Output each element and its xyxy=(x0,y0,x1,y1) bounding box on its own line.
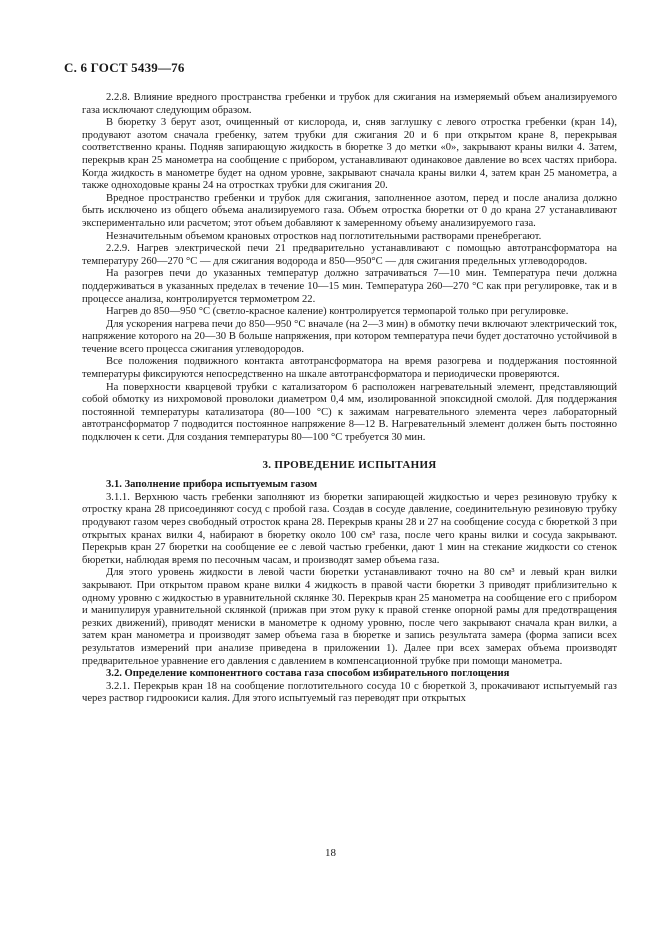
paragraph: Нагрев до 850—950 °С (светло-красное каление) контролируется термопарой только при регулировке. xyxy=(106,306,569,318)
paragraph: 3.1.1. Верхнюю часть гребенки заполняют из бюретки запирающей жидкостью и через резиновую трубку к отростку крана 28 присоединяют сосуд с пробой газа. Создав в сосуде давление, соединительную резиновую трубку продувают газом через свободный отросток крана 28. Перекрыв краны 28 и 27 на сообщение сосуда с бюреткой 3 при открытых кранах вилки 4, набирают в бюретку около 100 см³ газа, после чего краны вилки и сосуда закрывают. Перекрыв кран 27 бюретки на сообщение ее с левой частью гребенки, дают 1 мин на стекание жидкости со стенок бюретки, наблюдая время по песочным часам, и производят замер объема газа. xyxy=(82,491,617,566)
paragraph: Вредное пространство гребенки и трубок для сжигания, заполненное азотом, перед и после анализа должно быть исключено из общего объема анализируемого газа. Объем отростка бюретки от 0 до крана 27 устанавливают экспериментально или расчетом; этот объем добавляют к замеренному объему анализируемого газа. xyxy=(82,192,617,229)
subsection-title: 3.2. Определение компонентного состава газа способом избирательного поглощения xyxy=(106,668,510,680)
section-title: 3. ПРОВЕДЕНИЕ ИСПЫТАНИЯ xyxy=(262,458,437,471)
subsection-title: 3.1. Заполнение прибора испытуемым газом xyxy=(106,479,318,491)
paragraph: На поверхности кварцевой трубки с катализатором 6 расположен нагревательный элемент, представляющий собой обмотку из нихромовой проволоки диаметром 0,4 мм, изолированной эпоксидной смолой. Для поддержания постоянной температуры катализатора (80—100 °С) к зажимам нагревательного элемента через лабораторный автотрансформатор 7 подводится постоянное напряжение 8—12 В. Нагревательный элемент должен быть постоянно подключен к сети. Для создания температуры 80—100 °С требуется 30 мин. xyxy=(82,381,617,444)
paragraph: Для ускорения нагрева печи до 850—950 °С вначале (на 2—3 мин) в обмотку печи включают электрический ток, напряжение которого на 20—30 В больше напряжения, при котором температура печи будет достаточно устойчивой в течение всего процесса сжигания углеводородов. xyxy=(82,318,617,355)
document-body xyxy=(82,92,617,706)
paragraph: Незначительным объемом крановых отростков над поглотительными растворами пренебрегают. xyxy=(106,230,542,242)
paragraph: 3.2.1. Перекрыв кран 18 на сообщение поглотительного сосуда 10 с бюреткой 3, прокачивают испытуемый газ через раствор гидроокиси калия. Для этого испытуемый газ переводят при открытых xyxy=(82,680,617,705)
paragraph: 2.2.8. Влияние вредного пространства гребенки и трубок для сжигания на измеряемый объем анализируемого газа исключают следующим образом. xyxy=(82,92,617,116)
paragraph: В бюретку 3 берут азот, очищенный от кислорода, и, сняв заглушку с левого отростка гребенки (кран 14), продувают азотом сначала гребенку, затем трубки для сжигания 20 и 6 при открытом кране 8, перекрывая соответственно краны. Подняв запирающую жидкость в бюретке 3 до метки «0», закрывают краны вилки 4. Затем, перекрыв кран 25 манометра на сообщение с прибором, устанавливают одинаковое давление во всех частях прибора. Когда жидкость в манометре будет на одном уровне, закрывают сначала краны вилки 4, затем кран 25 манометра, а также одноходовые краны 24 на отростках трубки для сжигания 20. xyxy=(82,117,617,192)
paragraph: Для этого уровень жидкости в левой части бюретки устанавливают точно на 80 см³ и левый кран вилки закрывают. При открытом правом кране вилки 4 жидкость в правой части бюретки 3 приводят приблизительно к одному уровню с жидкостью в уравнительной склянке 30. Перекрыв кран 25 манометра на сообщение его с прибором и манипулируя уравнительной склянкой (прижав при этом руку к правой стенке опорной рамы для предотвращения резких движений), приводят мениски в манометре к одному уровню, после чего закрывают сначала кран вилки, а затем кран манометра и производят замер объема газа в бюретке и запись результата замера (форма записи всех результатов измерений при анализе приведена в приложении 1). Далее при всех замерах объема производят предварительное уравнение его давления с давлением в компенсационной трубке при помощи манометра. xyxy=(82,567,617,667)
paragraph: На разогрев печи до указанных температур должно затрачиваться 7—10 мин. Температура печи должна поддерживаться в указанных пределах в течение 10—15 мин. Температура 260—270 °С как при регулировке, так и в процессе анализа, контролируется термометром 22. xyxy=(82,268,617,305)
page-number: 18 xyxy=(325,847,336,859)
paragraph: 2.2.9. Нагрев электрической печи 21 предварительно устанавливают с помощью автотрансформатора на температуру 260—270 °С — для сжигания водорода и 850—950°С — для сжигания предельных углеводородов. xyxy=(82,243,617,267)
paragraph: Все положения подвижного контакта автотрансформатора на время разогрева и поддержания постоянной температуры фиксируются непосредственно на шкале автотрансформатора и периодически проверяются. xyxy=(82,356,617,381)
page-header: С. 6 ГОСТ 5439—76 xyxy=(64,60,185,75)
